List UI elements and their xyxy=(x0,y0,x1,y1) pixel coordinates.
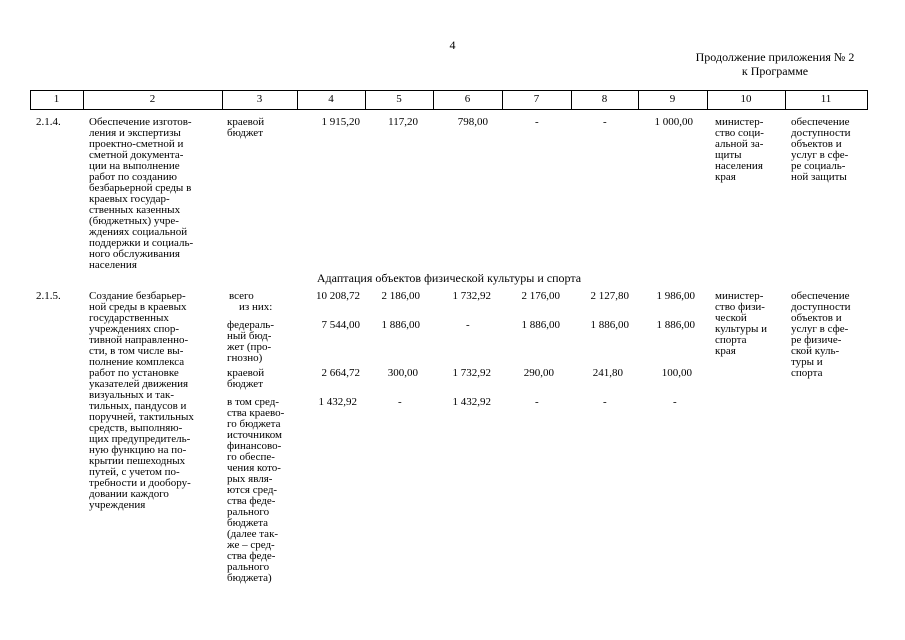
of-which-label: из них: xyxy=(239,301,273,313)
value-col-4: 1 915,20 xyxy=(321,116,360,128)
row-name: Обеспечение изготов- ления и экспертизы проектно-сметной и сметной документа- ции на выполнение работ по созданию безбарьерной среды в краевых государ- ственных казенных (бюджетных) учре- ждениях социальной поддержки и социаль- ного обслуживания населения xyxy=(89,116,194,271)
federal-col-9: 1 886,00 xyxy=(656,319,695,331)
header-col-7: 7 xyxy=(533,93,540,105)
total-col-7: 2 176,00 xyxy=(521,290,560,302)
appendix-line-2: к Программе xyxy=(741,64,809,78)
header-col-3: 3 xyxy=(256,93,263,105)
value-col-8: - xyxy=(603,116,607,128)
including-col-8: - xyxy=(603,396,607,408)
header-col-6: 6 xyxy=(464,93,471,105)
value-col-7: - xyxy=(535,116,539,128)
funding-source: краевой бюджет xyxy=(227,116,265,139)
value-col-5: 117,20 xyxy=(388,116,418,128)
header-col-5: 5 xyxy=(396,93,402,105)
row-name: Создание безбарьер- ной среды в краевых государственных учреждениях спор- тивной направленно- сти, в том числе вы- полнение комплекса работ по установке указателей движения визуальных и так- тильных, пандусов и поручней, тактильных средств, выполняю- щих предупредитель- ную функцию на по- крытии пешеходных путей, с учетом по- требности и дообору- довании каждого учреждения xyxy=(89,290,194,511)
executor: министер- ство соци- альной за- щиты населения края xyxy=(715,116,764,183)
header-col-8: 8 xyxy=(601,93,608,105)
federal-col-7: 1 886,00 xyxy=(521,319,560,331)
total-col-8: 2 127,80 xyxy=(590,290,629,302)
federal-col-5: 1 886,00 xyxy=(381,319,420,331)
regional-col-8: 241,80 xyxy=(592,367,623,379)
executor: министер- ство физи- ческой культуры и спорта края xyxy=(715,290,767,357)
federal-budget-label: федераль- ный бюд- жет (про- гнозно) xyxy=(227,319,274,364)
value-col-6: 798,00 xyxy=(457,116,488,128)
header-col-10: 10 xyxy=(740,93,752,105)
regional-col-9: 100,00 xyxy=(661,367,692,379)
including-col-4: 1 432,92 xyxy=(318,396,357,408)
federal-col-4: 7 544,00 xyxy=(321,319,360,331)
header-col-4: 4 xyxy=(328,93,334,105)
header-divider xyxy=(867,90,868,109)
section-title: Адаптация объектов физической культуры и спорта xyxy=(316,271,582,285)
regional-col-4: 2 664,72 xyxy=(321,367,360,379)
header-bottom-border xyxy=(30,109,868,110)
header-col-9: 9 xyxy=(669,93,676,105)
including-label: в том сред- ства краево- го бюджета источником финансово- го обеспе- чения кото- рых явля- ются сред- ства феде- рального бюджета (далее так- же – сред- ства феде- рального бюджета) xyxy=(227,396,285,584)
appendix-caption xyxy=(650,50,900,78)
header-col-2: 2 xyxy=(149,93,156,105)
including-col-9: - xyxy=(673,396,677,408)
total-col-4: 10 208,72 xyxy=(316,290,360,302)
expected-result: обеспечение доступности объектов и услуг в сфе- ре социаль- ной защиты xyxy=(791,116,851,183)
row-id: 2.1.4. xyxy=(36,116,61,128)
regional-col-7: 290,00 xyxy=(523,367,554,379)
header-col-1: 1 xyxy=(53,93,60,105)
row-id: 2.1.5. xyxy=(36,290,61,302)
including-col-6: 1 432,92 xyxy=(452,396,491,408)
federal-col-8: 1 886,00 xyxy=(590,319,629,331)
total-col-9: 1 986,00 xyxy=(656,290,695,302)
value-col-9: 1 000,00 xyxy=(654,116,693,128)
regional-budget-label: краевой бюджет xyxy=(227,367,265,390)
federal-col-6: - xyxy=(466,319,470,331)
appendix-line-1: Продолжение приложения № 2 xyxy=(695,50,855,64)
page-number: 4 xyxy=(449,38,456,52)
including-col-7: - xyxy=(535,396,539,408)
total-col-6: 1 732,92 xyxy=(452,290,491,302)
regional-col-5: 300,00 xyxy=(387,367,418,379)
regional-col-6: 1 732,92 xyxy=(452,367,491,379)
total-col-5: 2 186,00 xyxy=(381,290,420,302)
including-col-5: - xyxy=(398,396,402,408)
total-label: всего xyxy=(229,290,254,302)
header-top-border xyxy=(30,90,868,91)
header-col-11: 11 xyxy=(820,93,832,105)
expected-result: обеспечение доступности объектов и услуг в сфе- ре физиче- ской куль- туры и спорта xyxy=(791,290,851,379)
